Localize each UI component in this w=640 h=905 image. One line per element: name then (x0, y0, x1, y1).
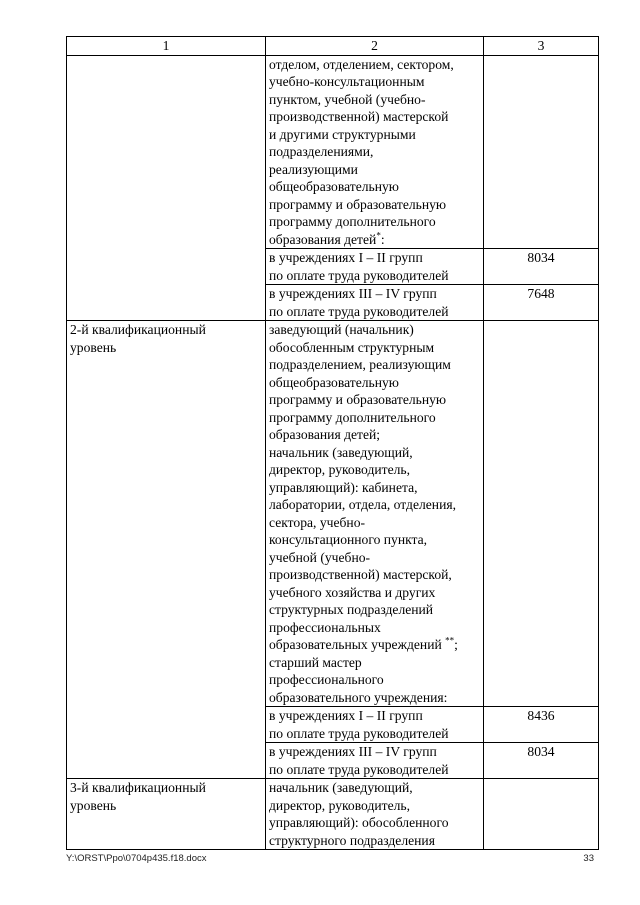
salary-value: 8034 (484, 743, 599, 779)
level-cell-empty (67, 55, 266, 321)
group-condition: в учреждениях III – IV групп по оплате труда руководителей (266, 285, 484, 321)
value-cell-empty (484, 55, 599, 249)
header-col-3: 3 (484, 37, 599, 56)
table-row (67, 779, 599, 850)
table-header-row (67, 37, 599, 56)
value-cell-empty (484, 779, 599, 850)
footer-file-path: Y:\ORST\Ppo\0704p435.f18.docx (66, 853, 207, 864)
qualification-level: 2-й квалификационный уровень (67, 321, 266, 779)
group-condition: в учреждениях III – IV групп по оплате труда руководителей (266, 743, 484, 779)
group-condition: в учреждениях I – II групп по оплате труда руководителей (266, 249, 484, 285)
salary-table (66, 36, 599, 850)
salary-value: 8436 (484, 707, 599, 743)
position-description: отделом, отделением, сектором, учебно-консультационным пунктом, учебной (учебно- производственной) мастерской и другими структурными подразделениями, реализующими общеобразовательную программу и образовательную программу дополнительного образования детей*: (266, 55, 484, 249)
footer-page-number: 33 (583, 853, 594, 864)
header-col-1: 1 (67, 37, 266, 56)
value-cell-empty (484, 321, 599, 707)
position-description: начальник (заведующий, директор, руководитель, управляющий): обособленного структурного подразделения (266, 779, 484, 850)
group-condition: в учреждениях I – II групп по оплате труда руководителей (266, 707, 484, 743)
footnote-mark: * (376, 229, 381, 240)
table-row (67, 321, 599, 707)
footnote-mark: ** (445, 635, 455, 646)
position-description: заведующий (начальник) обособленным структурным подразделением, реализующим общеобразовательную программу и образовательную программу дополнительного образования детей; начальник (заведующий, директор, руководитель, управляющий): кабинета, лаборатории, отдела, отделения, сектора, учебно- консультационного пункта, учебной (учебно- производственной) мастерской, учебного хозяйства и других структурных подразделений профессиональных образовательных учреждений **; старший мастер профессионального образовательного учреждения: (266, 321, 484, 707)
header-col-2: 2 (266, 37, 484, 56)
qualification-level: 3-й квалификационный уровень (67, 779, 266, 850)
salary-value: 7648 (484, 285, 599, 321)
salary-value: 8034 (484, 249, 599, 285)
table-row (67, 55, 599, 249)
